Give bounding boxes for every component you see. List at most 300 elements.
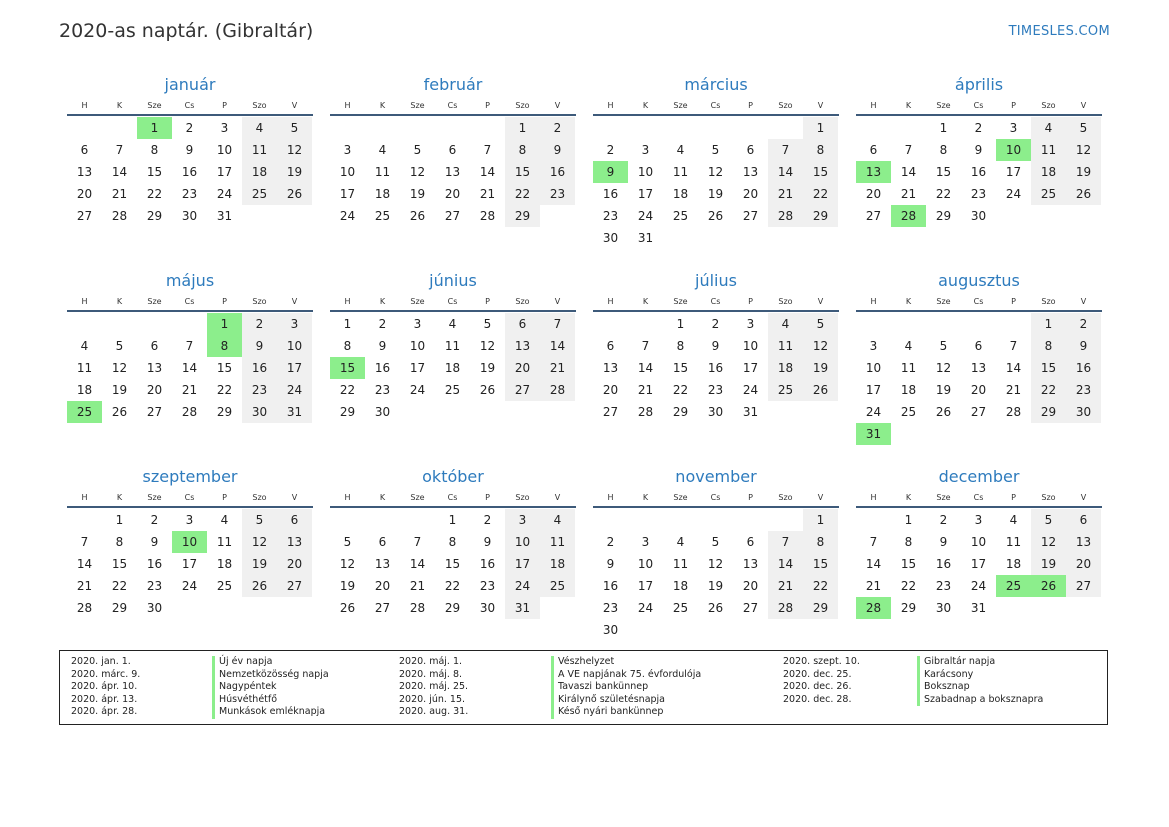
day-cell[interactable]: 25 [444,383,461,397]
weekend-day-cell[interactable]: 11 [242,139,277,161]
day-cell[interactable]: 24 [637,209,654,223]
day-cell[interactable]: 27 [146,405,163,419]
day-cell[interactable]: 9 [711,339,720,353]
day-cell[interactable]: 21 [409,579,426,593]
day-cell[interactable]: 1 [939,121,948,135]
weekend-day-cell[interactable]: 18 [540,553,575,575]
weekend-day-cell[interactable]: 13 [277,531,312,553]
day-cell[interactable]: 19 [707,187,724,201]
weekend-day-cell[interactable]: 1 [803,509,838,531]
day-cell[interactable]: 2 [606,143,615,157]
day-cell[interactable]: 9 [150,535,159,549]
weekend-day-cell[interactable]: 9 [540,139,575,161]
day-cell[interactable]: 31 [216,209,233,223]
day-cell[interactable]: 30 [970,209,987,223]
day-cell[interactable]: 29 [146,209,163,223]
day-cell[interactable]: 27 [742,209,759,223]
weekend-day-cell[interactable]: 31 [277,401,312,423]
weekend-day-cell[interactable]: 21 [768,183,803,205]
day-cell[interactable]: 20 [374,579,391,593]
day-cell[interactable]: 13 [374,557,391,571]
day-cell[interactable]: 20 [970,383,987,397]
day-cell[interactable]: 2 [974,121,983,135]
holiday-day-cell[interactable]: 1 [137,117,172,139]
weekend-day-cell[interactable]: 11 [540,531,575,553]
weekend-day-cell[interactable]: 28 [768,205,803,227]
weekend-day-cell[interactable]: 14 [768,161,803,183]
day-cell[interactable]: 15 [672,361,689,375]
day-cell[interactable]: 5 [939,339,948,353]
day-cell[interactable]: 28 [479,209,496,223]
weekend-day-cell[interactable]: 29 [1031,401,1066,423]
day-cell[interactable]: 23 [707,383,724,397]
day-cell[interactable]: 14 [409,557,426,571]
day-cell[interactable]: 24 [216,187,233,201]
day-cell[interactable]: 24 [1005,187,1022,201]
weekend-day-cell[interactable]: 6 [277,509,312,531]
weekend-day-cell[interactable]: 26 [242,575,277,597]
day-cell[interactable]: 16 [146,557,163,571]
day-cell[interactable]: 4 [448,317,457,331]
day-cell[interactable]: 28 [111,209,128,223]
day-cell[interactable]: 15 [900,557,917,571]
day-cell[interactable]: 8 [115,535,124,549]
day-cell[interactable]: 21 [637,383,654,397]
day-cell[interactable]: 22 [111,579,128,593]
day-cell[interactable]: 15 [444,557,461,571]
day-cell[interactable]: 5 [711,143,720,157]
weekend-day-cell[interactable]: 18 [242,161,277,183]
weekend-day-cell[interactable]: 23 [540,183,575,205]
day-cell[interactable]: 23 [181,187,198,201]
day-cell[interactable]: 10 [742,339,759,353]
day-cell[interactable]: 17 [216,165,233,179]
day-cell[interactable]: 13 [742,557,759,571]
weekend-day-cell[interactable]: 12 [803,335,838,357]
day-cell[interactable]: 12 [707,557,724,571]
weekend-day-cell[interactable]: 25 [1031,183,1066,205]
day-cell[interactable]: 6 [150,339,159,353]
weekend-day-cell[interactable]: 13 [505,335,540,357]
day-cell[interactable]: 22 [935,187,952,201]
day-cell[interactable]: 30 [146,601,163,615]
day-cell[interactable]: 20 [742,187,759,201]
day-cell[interactable]: 18 [216,557,233,571]
day-cell[interactable]: 2 [150,513,159,527]
day-cell[interactable]: 28 [409,601,426,615]
day-cell[interactable]: 9 [974,143,983,157]
day-cell[interactable]: 3 [746,317,755,331]
weekend-day-cell[interactable]: 12 [1031,531,1066,553]
day-cell[interactable]: 4 [676,535,685,549]
weekend-day-cell[interactable]: 20 [277,553,312,575]
day-cell[interactable]: 6 [80,143,89,157]
day-cell[interactable]: 23 [602,601,619,615]
day-cell[interactable]: 20 [865,187,882,201]
day-cell[interactable]: 18 [900,383,917,397]
brand-link[interactable]: TIMESLES.COM [1008,24,1110,39]
day-cell[interactable]: 12 [409,165,426,179]
day-cell[interactable]: 1 [115,513,124,527]
weekend-day-cell[interactable]: 21 [540,357,575,379]
weekend-day-cell[interactable]: 21 [768,575,803,597]
day-cell[interactable]: 2 [711,317,720,331]
weekend-day-cell[interactable]: 27 [505,379,540,401]
day-cell[interactable]: 22 [146,187,163,201]
day-cell[interactable]: 31 [637,231,654,245]
weekend-day-cell[interactable]: 5 [277,117,312,139]
day-cell[interactable]: 14 [1005,361,1022,375]
weekend-day-cell[interactable]: 22 [803,575,838,597]
day-cell[interactable]: 18 [672,187,689,201]
day-cell[interactable]: 3 [413,317,422,331]
weekend-day-cell[interactable]: 24 [505,575,540,597]
day-cell[interactable]: 26 [935,405,952,419]
weekend-day-cell[interactable]: 10 [277,335,312,357]
day-cell[interactable]: 8 [150,143,159,157]
day-cell[interactable]: 24 [970,579,987,593]
day-cell[interactable]: 17 [409,361,426,375]
weekend-day-cell[interactable]: 5 [1031,509,1066,531]
day-cell[interactable]: 6 [746,143,755,157]
day-cell[interactable]: 20 [146,383,163,397]
day-cell[interactable]: 23 [146,579,163,593]
day-cell[interactable]: 5 [711,535,720,549]
weekend-day-cell[interactable]: 30 [1066,401,1101,423]
day-cell[interactable]: 4 [220,513,229,527]
day-cell[interactable]: 29 [672,405,689,419]
weekend-day-cell[interactable]: 7 [768,531,803,553]
weekend-day-cell[interactable]: 16 [1066,357,1101,379]
day-cell[interactable]: 19 [935,383,952,397]
day-cell[interactable]: 26 [409,209,426,223]
weekend-day-cell[interactable]: 25 [242,183,277,205]
weekend-day-cell[interactable]: 8 [803,139,838,161]
day-cell[interactable]: 7 [1009,339,1018,353]
day-cell[interactable]: 11 [672,557,689,571]
day-cell[interactable]: 30 [935,601,952,615]
day-cell[interactable]: 1 [676,317,685,331]
day-cell[interactable]: 6 [869,143,878,157]
day-cell[interactable]: 2 [606,535,615,549]
weekend-day-cell[interactable]: 4 [768,313,803,335]
day-cell[interactable]: 4 [904,339,913,353]
day-cell[interactable]: 20 [602,383,619,397]
day-cell[interactable]: 21 [76,579,93,593]
weekend-day-cell[interactable]: 26 [1066,183,1101,205]
weekend-day-cell[interactable]: 29 [803,205,838,227]
day-cell[interactable]: 16 [935,557,952,571]
day-cell[interactable]: 27 [970,405,987,419]
weekend-day-cell[interactable]: 15 [803,161,838,183]
day-cell[interactable]: 15 [111,557,128,571]
day-cell[interactable]: 22 [216,383,233,397]
day-cell[interactable]: 21 [865,579,882,593]
day-cell[interactable]: 24 [181,579,198,593]
weekend-day-cell[interactable]: 8 [803,531,838,553]
weekend-day-cell[interactable]: 29 [803,597,838,619]
weekend-day-cell[interactable]: 20 [505,357,540,379]
weekend-day-cell[interactable]: 16 [242,357,277,379]
weekend-day-cell[interactable]: 4 [242,117,277,139]
weekend-day-cell[interactable]: 1 [803,117,838,139]
day-cell[interactable]: 18 [672,579,689,593]
day-cell[interactable]: 23 [602,209,619,223]
weekend-day-cell[interactable]: 5 [803,313,838,335]
day-cell[interactable]: 19 [409,187,426,201]
holiday-day-cell[interactable]: 28 [856,597,891,619]
day-cell[interactable]: 12 [111,361,128,375]
weekend-day-cell[interactable]: 5 [242,509,277,531]
day-cell[interactable]: 30 [707,405,724,419]
day-cell[interactable]: 26 [339,601,356,615]
day-cell[interactable]: 5 [115,339,124,353]
weekend-day-cell[interactable]: 1 [1031,313,1066,335]
day-cell[interactable]: 9 [606,557,615,571]
day-cell[interactable]: 3 [220,121,229,135]
holiday-day-cell[interactable]: 25 [996,575,1031,597]
day-cell[interactable]: 7 [641,339,650,353]
weekend-day-cell[interactable]: 27 [277,575,312,597]
day-cell[interactable]: 17 [637,579,654,593]
day-cell[interactable]: 30 [602,231,619,245]
weekend-day-cell[interactable]: 26 [803,379,838,401]
day-cell[interactable]: 18 [1005,557,1022,571]
day-cell[interactable]: 14 [637,361,654,375]
day-cell[interactable]: 9 [378,339,387,353]
holiday-day-cell[interactable]: 10 [996,139,1031,161]
weekend-day-cell[interactable]: 25 [540,575,575,597]
day-cell[interactable]: 28 [637,405,654,419]
day-cell[interactable]: 16 [181,165,198,179]
day-cell[interactable]: 8 [343,339,352,353]
day-cell[interactable]: 2 [483,513,492,527]
day-cell[interactable]: 15 [216,361,233,375]
day-cell[interactable]: 30 [374,405,391,419]
day-cell[interactable]: 11 [76,361,93,375]
day-cell[interactable]: 14 [479,165,496,179]
day-cell[interactable]: 3 [343,143,352,157]
weekend-day-cell[interactable]: 15 [803,553,838,575]
day-cell[interactable]: 26 [707,601,724,615]
day-cell[interactable]: 6 [378,535,387,549]
day-cell[interactable]: 27 [76,209,93,223]
day-cell[interactable]: 26 [707,209,724,223]
weekend-day-cell[interactable]: 19 [242,553,277,575]
day-cell[interactable]: 5 [413,143,422,157]
weekend-day-cell[interactable]: 13 [1066,531,1101,553]
weekend-day-cell[interactable]: 8 [1031,335,1066,357]
day-cell[interactable]: 29 [900,601,917,615]
day-cell[interactable]: 13 [146,361,163,375]
day-cell[interactable]: 23 [935,579,952,593]
day-cell[interactable]: 8 [448,535,457,549]
weekend-day-cell[interactable]: 23 [1066,379,1101,401]
day-cell[interactable]: 22 [339,383,356,397]
weekend-day-cell[interactable]: 25 [768,379,803,401]
weekend-day-cell[interactable]: 15 [505,161,540,183]
weekend-day-cell[interactable]: 11 [1031,139,1066,161]
day-cell[interactable]: 26 [479,383,496,397]
weekend-day-cell[interactable]: 2 [540,117,575,139]
day-cell[interactable]: 7 [483,143,492,157]
weekend-day-cell[interactable]: 7 [768,139,803,161]
day-cell[interactable]: 17 [339,187,356,201]
day-cell[interactable]: 18 [374,187,391,201]
day-cell[interactable]: 18 [76,383,93,397]
day-cell[interactable]: 13 [76,165,93,179]
day-cell[interactable]: 22 [900,579,917,593]
day-cell[interactable]: 14 [111,165,128,179]
day-cell[interactable]: 3 [869,339,878,353]
day-cell[interactable]: 12 [707,165,724,179]
day-cell[interactable]: 27 [374,601,391,615]
day-cell[interactable]: 13 [742,165,759,179]
day-cell[interactable]: 6 [746,535,755,549]
day-cell[interactable]: 25 [672,601,689,615]
day-cell[interactable]: 22 [672,383,689,397]
weekend-day-cell[interactable]: 8 [505,139,540,161]
day-cell[interactable]: 10 [970,535,987,549]
day-cell[interactable]: 6 [606,339,615,353]
day-cell[interactable]: 17 [1005,165,1022,179]
day-cell[interactable]: 1 [448,513,457,527]
day-cell[interactable]: 12 [935,361,952,375]
weekend-day-cell[interactable]: 29 [505,205,540,227]
weekend-day-cell[interactable]: 12 [277,139,312,161]
day-cell[interactable]: 7 [869,535,878,549]
weekend-day-cell[interactable]: 28 [768,597,803,619]
day-cell[interactable]: 13 [444,165,461,179]
day-cell[interactable]: 6 [448,143,457,157]
day-cell[interactable]: 29 [339,405,356,419]
day-cell[interactable]: 27 [742,601,759,615]
day-cell[interactable]: 28 [1005,405,1022,419]
day-cell[interactable]: 10 [216,143,233,157]
day-cell[interactable]: 23 [374,383,391,397]
day-cell[interactable]: 14 [865,557,882,571]
weekend-day-cell[interactable]: 12 [242,531,277,553]
day-cell[interactable]: 4 [80,339,89,353]
day-cell[interactable]: 3 [1009,121,1018,135]
day-cell[interactable]: 16 [970,165,987,179]
day-cell[interactable]: 10 [409,339,426,353]
day-cell[interactable]: 15 [146,165,163,179]
day-cell[interactable]: 29 [111,601,128,615]
day-cell[interactable]: 23 [970,187,987,201]
weekend-day-cell[interactable]: 17 [277,357,312,379]
day-cell[interactable]: 6 [974,339,983,353]
day-cell[interactable]: 15 [935,165,952,179]
holiday-day-cell[interactable]: 25 [67,401,102,423]
day-cell[interactable]: 30 [181,209,198,223]
weekend-day-cell[interactable]: 15 [1031,357,1066,379]
day-cell[interactable]: 23 [479,579,496,593]
weekend-day-cell[interactable]: 19 [1066,161,1101,183]
weekend-day-cell[interactable]: 31 [505,597,540,619]
day-cell[interactable]: 3 [974,513,983,527]
day-cell[interactable]: 24 [339,209,356,223]
day-cell[interactable]: 25 [216,579,233,593]
day-cell[interactable]: 26 [111,405,128,419]
weekend-day-cell[interactable]: 2 [242,313,277,335]
weekend-day-cell[interactable]: 9 [1066,335,1101,357]
weekend-day-cell[interactable]: 2 [1066,313,1101,335]
day-cell[interactable]: 11 [672,165,689,179]
day-cell[interactable]: 21 [900,187,917,201]
holiday-day-cell[interactable]: 10 [172,531,207,553]
day-cell[interactable]: 20 [742,579,759,593]
day-cell[interactable]: 29 [935,209,952,223]
day-cell[interactable]: 20 [444,187,461,201]
day-cell[interactable]: 8 [939,143,948,157]
day-cell[interactable]: 9 [939,535,948,549]
day-cell[interactable]: 21 [479,187,496,201]
weekend-day-cell[interactable]: 14 [540,335,575,357]
day-cell[interactable]: 14 [181,361,198,375]
day-cell[interactable]: 10 [339,165,356,179]
weekend-day-cell[interactable]: 19 [803,357,838,379]
weekend-day-cell[interactable]: 27 [1066,575,1101,597]
day-cell[interactable]: 19 [479,361,496,375]
day-cell[interactable]: 29 [216,405,233,419]
weekend-day-cell[interactable]: 28 [540,379,575,401]
day-cell[interactable]: 21 [1005,383,1022,397]
weekend-day-cell[interactable]: 22 [1031,379,1066,401]
day-cell[interactable]: 17 [637,187,654,201]
weekend-day-cell[interactable]: 18 [768,357,803,379]
day-cell[interactable]: 19 [707,579,724,593]
day-cell[interactable]: 14 [900,165,917,179]
day-cell[interactable]: 30 [479,601,496,615]
day-cell[interactable]: 8 [676,339,685,353]
day-cell[interactable]: 11 [374,165,391,179]
day-cell[interactable]: 11 [216,535,233,549]
day-cell[interactable]: 27 [865,209,882,223]
day-cell[interactable]: 19 [339,579,356,593]
day-cell[interactable]: 8 [904,535,913,549]
day-cell[interactable]: 24 [865,405,882,419]
day-cell[interactable]: 31 [742,405,759,419]
weekend-day-cell[interactable]: 17 [505,553,540,575]
weekend-day-cell[interactable]: 22 [803,183,838,205]
day-cell[interactable]: 3 [641,535,650,549]
day-cell[interactable]: 7 [904,143,913,157]
day-cell[interactable]: 11 [444,339,461,353]
day-cell[interactable]: 25 [900,405,917,419]
day-cell[interactable]: 10 [865,361,882,375]
day-cell[interactable]: 16 [479,557,496,571]
day-cell[interactable]: 30 [602,623,619,637]
day-cell[interactable]: 7 [185,339,194,353]
day-cell[interactable]: 25 [672,209,689,223]
day-cell[interactable]: 16 [602,187,619,201]
day-cell[interactable]: 29 [444,601,461,615]
weekend-day-cell[interactable]: 5 [1066,117,1101,139]
weekend-day-cell[interactable]: 30 [242,401,277,423]
day-cell[interactable]: 17 [181,557,198,571]
holiday-day-cell[interactable]: 8 [207,335,242,357]
day-cell[interactable]: 3 [185,513,194,527]
weekend-day-cell[interactable]: 6 [505,313,540,335]
weekend-day-cell[interactable]: 16 [540,161,575,183]
day-cell[interactable]: 17 [970,557,987,571]
day-cell[interactable]: 4 [676,143,685,157]
day-cell[interactable]: 2 [939,513,948,527]
day-cell[interactable]: 25 [374,209,391,223]
day-cell[interactable]: 1 [904,513,913,527]
day-cell[interactable]: 27 [444,209,461,223]
